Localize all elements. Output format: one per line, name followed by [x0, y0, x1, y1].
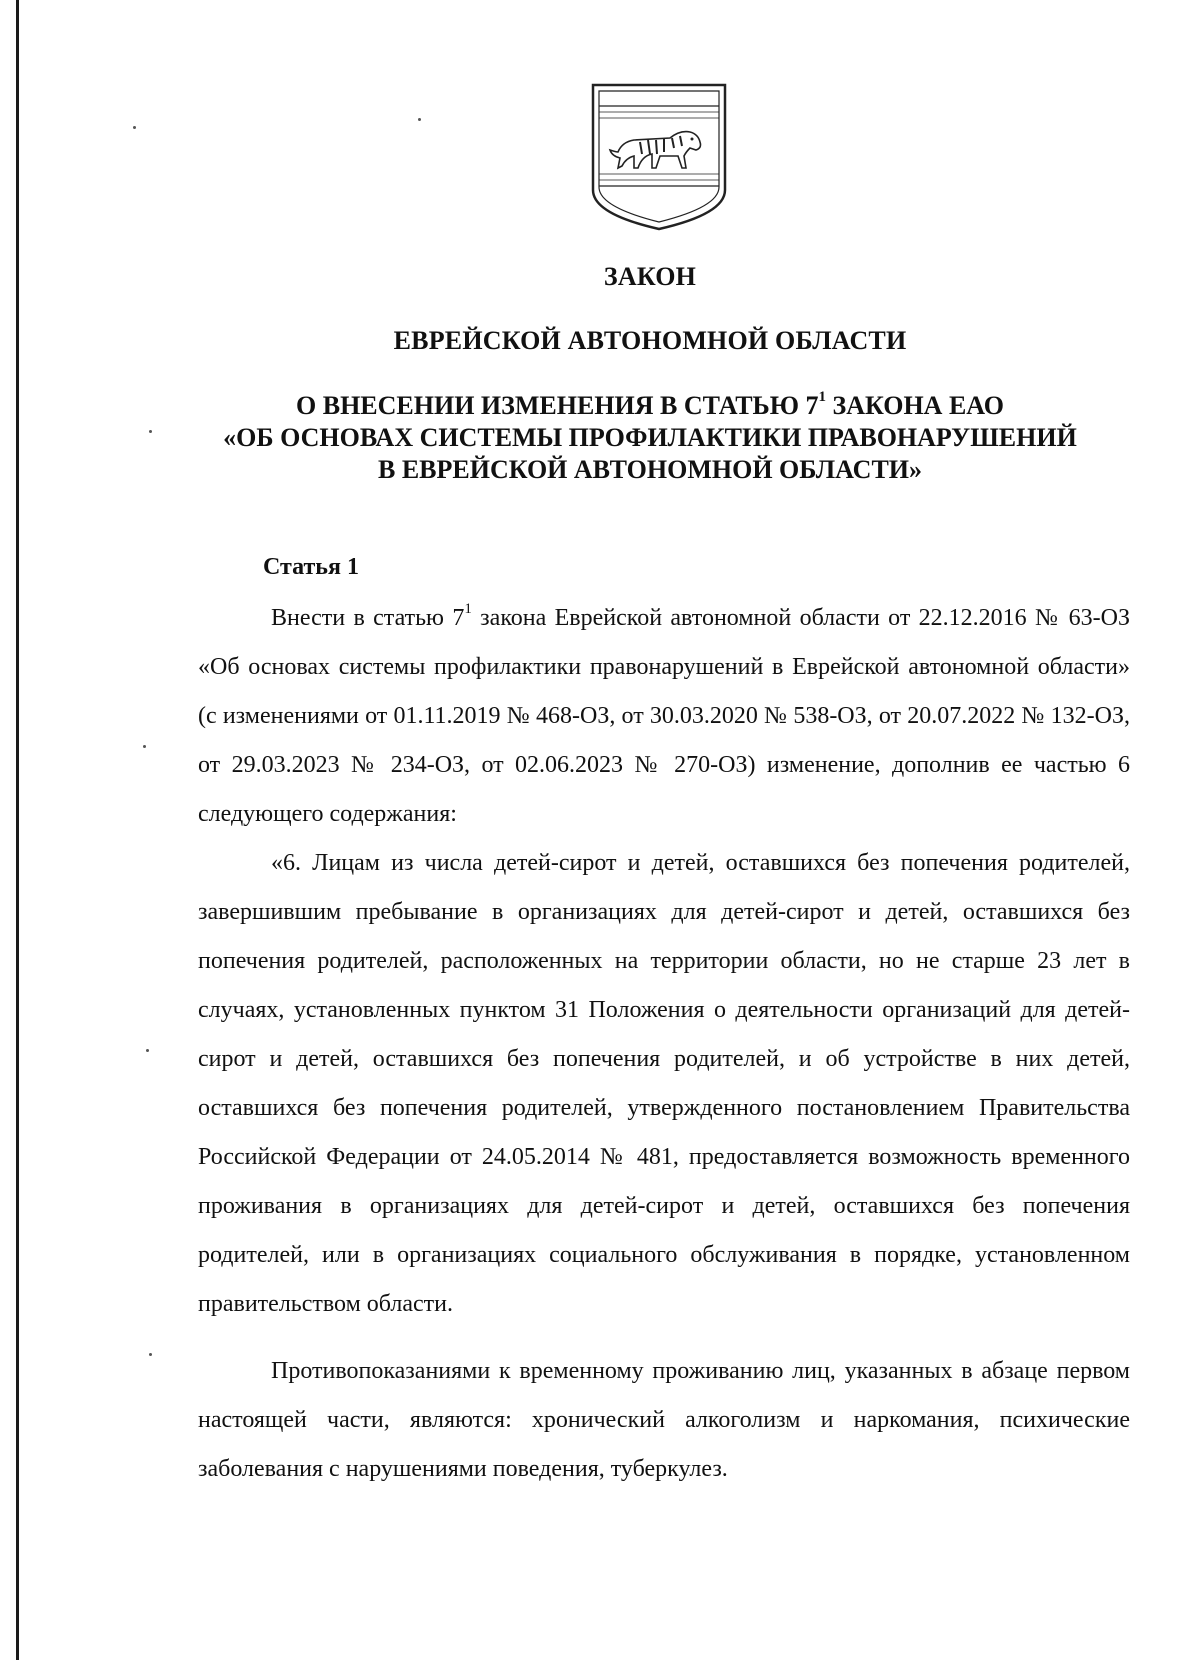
- document-title: ЗАКОН: [603, 262, 697, 291]
- subject-line-1-end: ЗАКОНА ЕАО: [826, 391, 1004, 420]
- scan-speck: [149, 1353, 152, 1356]
- article-paragraph-1: [198, 594, 1130, 839]
- article-heading: Статья 1: [263, 554, 359, 580]
- article-paragraph-2: «6. Лицам из числа детей-сирот и детей, оставшихся без попечения родителей, завершившим пребывание в организациях для детей-сирот и детей, оставшихся без попечения родителей, расположенных на территории области, но не старше 23 лет в случаях, установленных пунктом 31 Положения о деятельности организаций для детей-сирот и детей, оставшихся без попечения родителей, и об устройстве в них детей, оставшихся без попечения родителей, утвержденного постановлением Правительства Российской Федерации от 24.05.2014 № 481, предоставляется возможность временного проживания в организациях для детей-сирот и детей, оставшихся без попечения родителей, или в организациях социального обслуживания в порядке, установленном правительством области.: [198, 850, 1130, 1317]
- article-paragraph-3: Противопоказаниями к временному проживанию лиц, указанных в абзаце первом настоящей части, являются: хронический алкоголизм и наркомания, психические заболевания с нарушениями поведения, туберкулез.: [198, 1358, 1130, 1482]
- coat-of-arms-tiger-icon: [590, 82, 728, 232]
- paragraph-1-superscript: 1: [464, 601, 472, 617]
- subject-line-1-start: О ВНЕСЕНИИ ИЗМЕНЕНИЯ В СТАТЬЮ 7: [296, 391, 819, 420]
- paragraph-1-rest: закона Еврейской автономной области от 22.12.2016 № 63-ОЗ «Об основах системы профилактики правонарушений в Еврейской автономной области» (с изменениями от 01.11.2019 № 468-ОЗ, от 30.03.2020 № 538-ОЗ, от 20.07.2022 № 132-ОЗ, от 29.03.2023 № 234-ОЗ, от 02.06.2023 № 270-ОЗ) изменение, дополнив ее частью 6 следующего содержания:: [198, 605, 1130, 827]
- subject-line-3: В ЕВРЕЙСКОЙ АВТОНОМНОЙ ОБЛАСТИ»: [377, 455, 923, 484]
- scan-speck: [418, 118, 421, 121]
- region-name: ЕВРЕЙСКОЙ АВТОНОМНОЙ ОБЛАСТИ: [393, 326, 907, 355]
- subject-line-2: «ОБ ОСНОВАХ СИСТЕМЫ ПРОФИЛАКТИКИ ПРАВОНАРУШЕНИЙ: [223, 423, 1077, 452]
- scan-speck: [143, 745, 146, 748]
- law-subject: [150, 390, 1150, 486]
- subject-superscript: 1: [818, 389, 827, 406]
- scan-speck: [133, 126, 136, 129]
- article-body: [198, 594, 1130, 1494]
- scan-edge-line: [16, 0, 19, 1660]
- scan-speck: [146, 1049, 149, 1052]
- paragraph-1-start: Внести в статью 7: [271, 605, 465, 631]
- subject-line-1: [150, 390, 1150, 422]
